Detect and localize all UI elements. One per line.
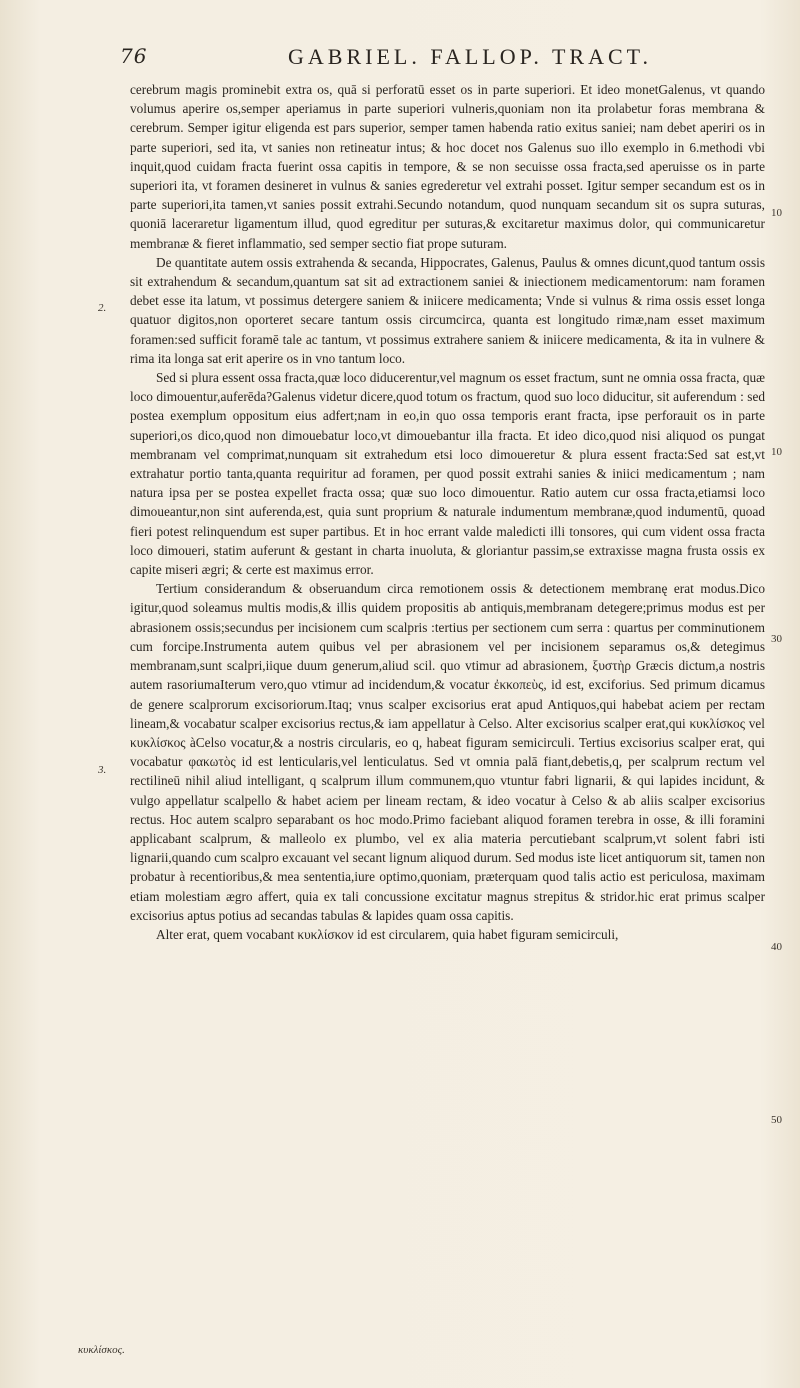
paragraph-5: Alter erat, quem vocabant κυκλίσκον id est circularem, quia habet figuram semicirculi, — [156, 926, 619, 942]
paragraph-2: De quantitate autem ossis extrahenda & secanda, Hippocrates, Galenus, Paulus & omnes dicunt,quod tantum ossis sit extrahendum & secandum,quantum sat sit ad extractionem saniei & iniectionem medicamentorum: nam foramen debet esse ita latum, vt possimus detergere saniem & iniicere medicamenta; Vnde si vulnus & rima ossis esset longa quatuor digitos,non oporteret secare tantum ossis circumcirca, quanta est longitudo rimæ,nam esset maximum foramen:sed sufficit foramē tale ac tantum, vt possimus extrahere saniem & iniicere medicamenta, & ita in vulnere & rima ita longa sat erit aperire os in vno tantum loco. — [130, 254, 765, 366]
paragraph-3: Sed si plura essent ossa fracta,quæ loco diducerentur,vel magnum os esset fractum, sunt ne omnia ossa fracta, quæ loco dimouentur,auferēda?Galenus videtur dicere,quod totum os fractum, quod suo loco diducitur, sit auferendum : sed postea exemplum oppositum eius adfert;nam in eo,in quo ossa temporis erant fracta, ipse perforauit os in parte superiori,os dico,quod non dimouebatur loco,vt dimouebantur illa fracta. Et ideo dico,quod nisi aliquod os pungat membranam vel comprimat,nunquam sit extrahedum etsi loco dimoueretur & plura essent fracta:Sed sat est,vt extrahatur portio tanta,quanta requiritur ad foramen, per quod possit extrahi sanies & iniici medicamentum ; nam natura ipsa per se postea expellet fracta ossa; quæ suo loco dimouentur. Ratio autem cur ossa fracta,etiamsi loco dimoueantur,non sint auferenda,est, quia sunt proprium & naturale indumentum membranæ,quod indumentū, quoad fieri potest relinquendum est super partibus. Et in hoc errant valde maledicti illi tonsores, qui cum vident ossa fracta loco dimoueri, statim auferunt & gestant in charta inuoluta, & gloriantur passim,se extraxisse magna frusta ossis ex capite miseri ægri; & certe est maximus error. — [130, 370, 765, 578]
line-number-30: 30 — [771, 633, 782, 645]
page-number: 76 — [120, 44, 148, 68]
line-number-40: 40 — [771, 941, 782, 953]
line-number-10a: 10 — [771, 207, 782, 219]
body-text — [130, 80, 765, 944]
line-number-50: 50 — [771, 1114, 782, 1126]
margin-greek-note: κυκλίσκος. — [78, 1344, 125, 1356]
paragraph-4: Tertium considerandum & obseruandum circa remotionem ossis & detectionem membranę erat modus.Dico igitur,quod soleamus multis modis,& illis quidem propositis ab antiquis,membranam detegere;primus modus est per abrasionem ossis;secundus per incisionem cum scalpris :tertius per sectionem cum serra : quartus per comminutionem cum forcipe.Instrumenta autem quibus vel per abrasionem vel per incisionem separamus os,& detegimus membranam,sunt scalpri,iique duum generum,aliud scil. quo vtimur ad abrasionem, ξυστὴρ Græcis dictum,a nostris autem rasoriumaIterum vero,quo vtimur ad incidendum,& vocatur ἐκκοπεὺς, id est, exciforius. Sed primum dicamus de genere scalprorum excisoriorum.Itaq; vnus scalper excisorius erat apud Antiquos,qui habebat aciem per rectam lineam,& vocabatur scalper excisorius rectus,& iam appellatur à Celso. Alter excisorius scalper erat,qui κυκλίσκος vel κυκλίσκος àCelso vocatur,& a nostris circularis, eo q, habeat figuram semicirculi. Tertius excisorius scalper erat, qui vocabatur φακωτὸς id est lenticularis,vel lenticulatus. Sed vt omnia palā fiant,debetis,q, per scalprum rectum vel rectilineū nihil aliud intelligant, q scalprum illum communem,quo vtuntur fabri lignarii, & qui lapides incidunt, & vulgo appellatur scalpello & habet aciem per lineam rectam, & ideo vocatur à Celso & ab aliis scalper excisorius rectus. Hoc autem scalpro separabant os hoc modo.Primo faciebant aliquod foramen terebra in osse, & illi foramini applicabant scalprum, & malleolo ex plumbo, vel ex alia materia percutiebant scalprum,vt solent fabri isti lignarii,quando cum scalpro excauant vel secant lignum aliquod durum. Sed modus iste licet antiquorum sit, tamen non probatur à recentioribus,& mea sententia,iure optimo,quoniam, præterquam quod talis actio est periculosa, maximam etiam molestiam ægro affert, quia ex tali concussione excitatur magnus strepitus & stridor.hic erat primus scalper excisorius aptus potius ad secandas tabulas & lapides quam ossa capitis. — [130, 581, 765, 923]
page-header — [120, 44, 760, 76]
margin-numeral-2: 2. — [98, 302, 107, 314]
margin-numeral-3: 3. — [98, 764, 107, 776]
running-head: GABRIEL. FALLOP. TRACT. — [288, 44, 652, 69]
paragraph-1: cerebrum magis prominebit extra os, quā si perforatū esset os in parte superiori. Et ideo monetGalenus, vt quando volumus aperire os,semper aperiamus in parte superiori vulneris,quoniam non ita prolabetur foras membrana & cerebrum. Semper igitur eligenda est pars superior, semper tamen habenda ratio exitus saniei; nam debet aperiri os in parte superiori, sed ita, vt sanies non retineatur intus; & hoc docet nos Galenus suo illo exemplo in 6.methodi vbi inquit,quod cuidam fracta fuerint ossa capitis in tempore, & se non secuisse ossa fracta,sed aperuisse os in parte superiori ita, vt foramen desineret in vulnus & sanies egrederetur vel extrahi posset. Igitur semper secandum est os in parte superiori,ita tamen,vt sanies possit extrahi.Secundo notandum, quod nunquam secandum sit os supra suturas, quoniā laceraretur ligamentum illud, quod egreditur per suturas,& excitaretur maximus dolor, qui communicaretur membranæ & fieret inflammatio, sed semper sectio fiat prope suturam. — [130, 82, 765, 251]
line-number-10b: 10 — [771, 446, 782, 458]
